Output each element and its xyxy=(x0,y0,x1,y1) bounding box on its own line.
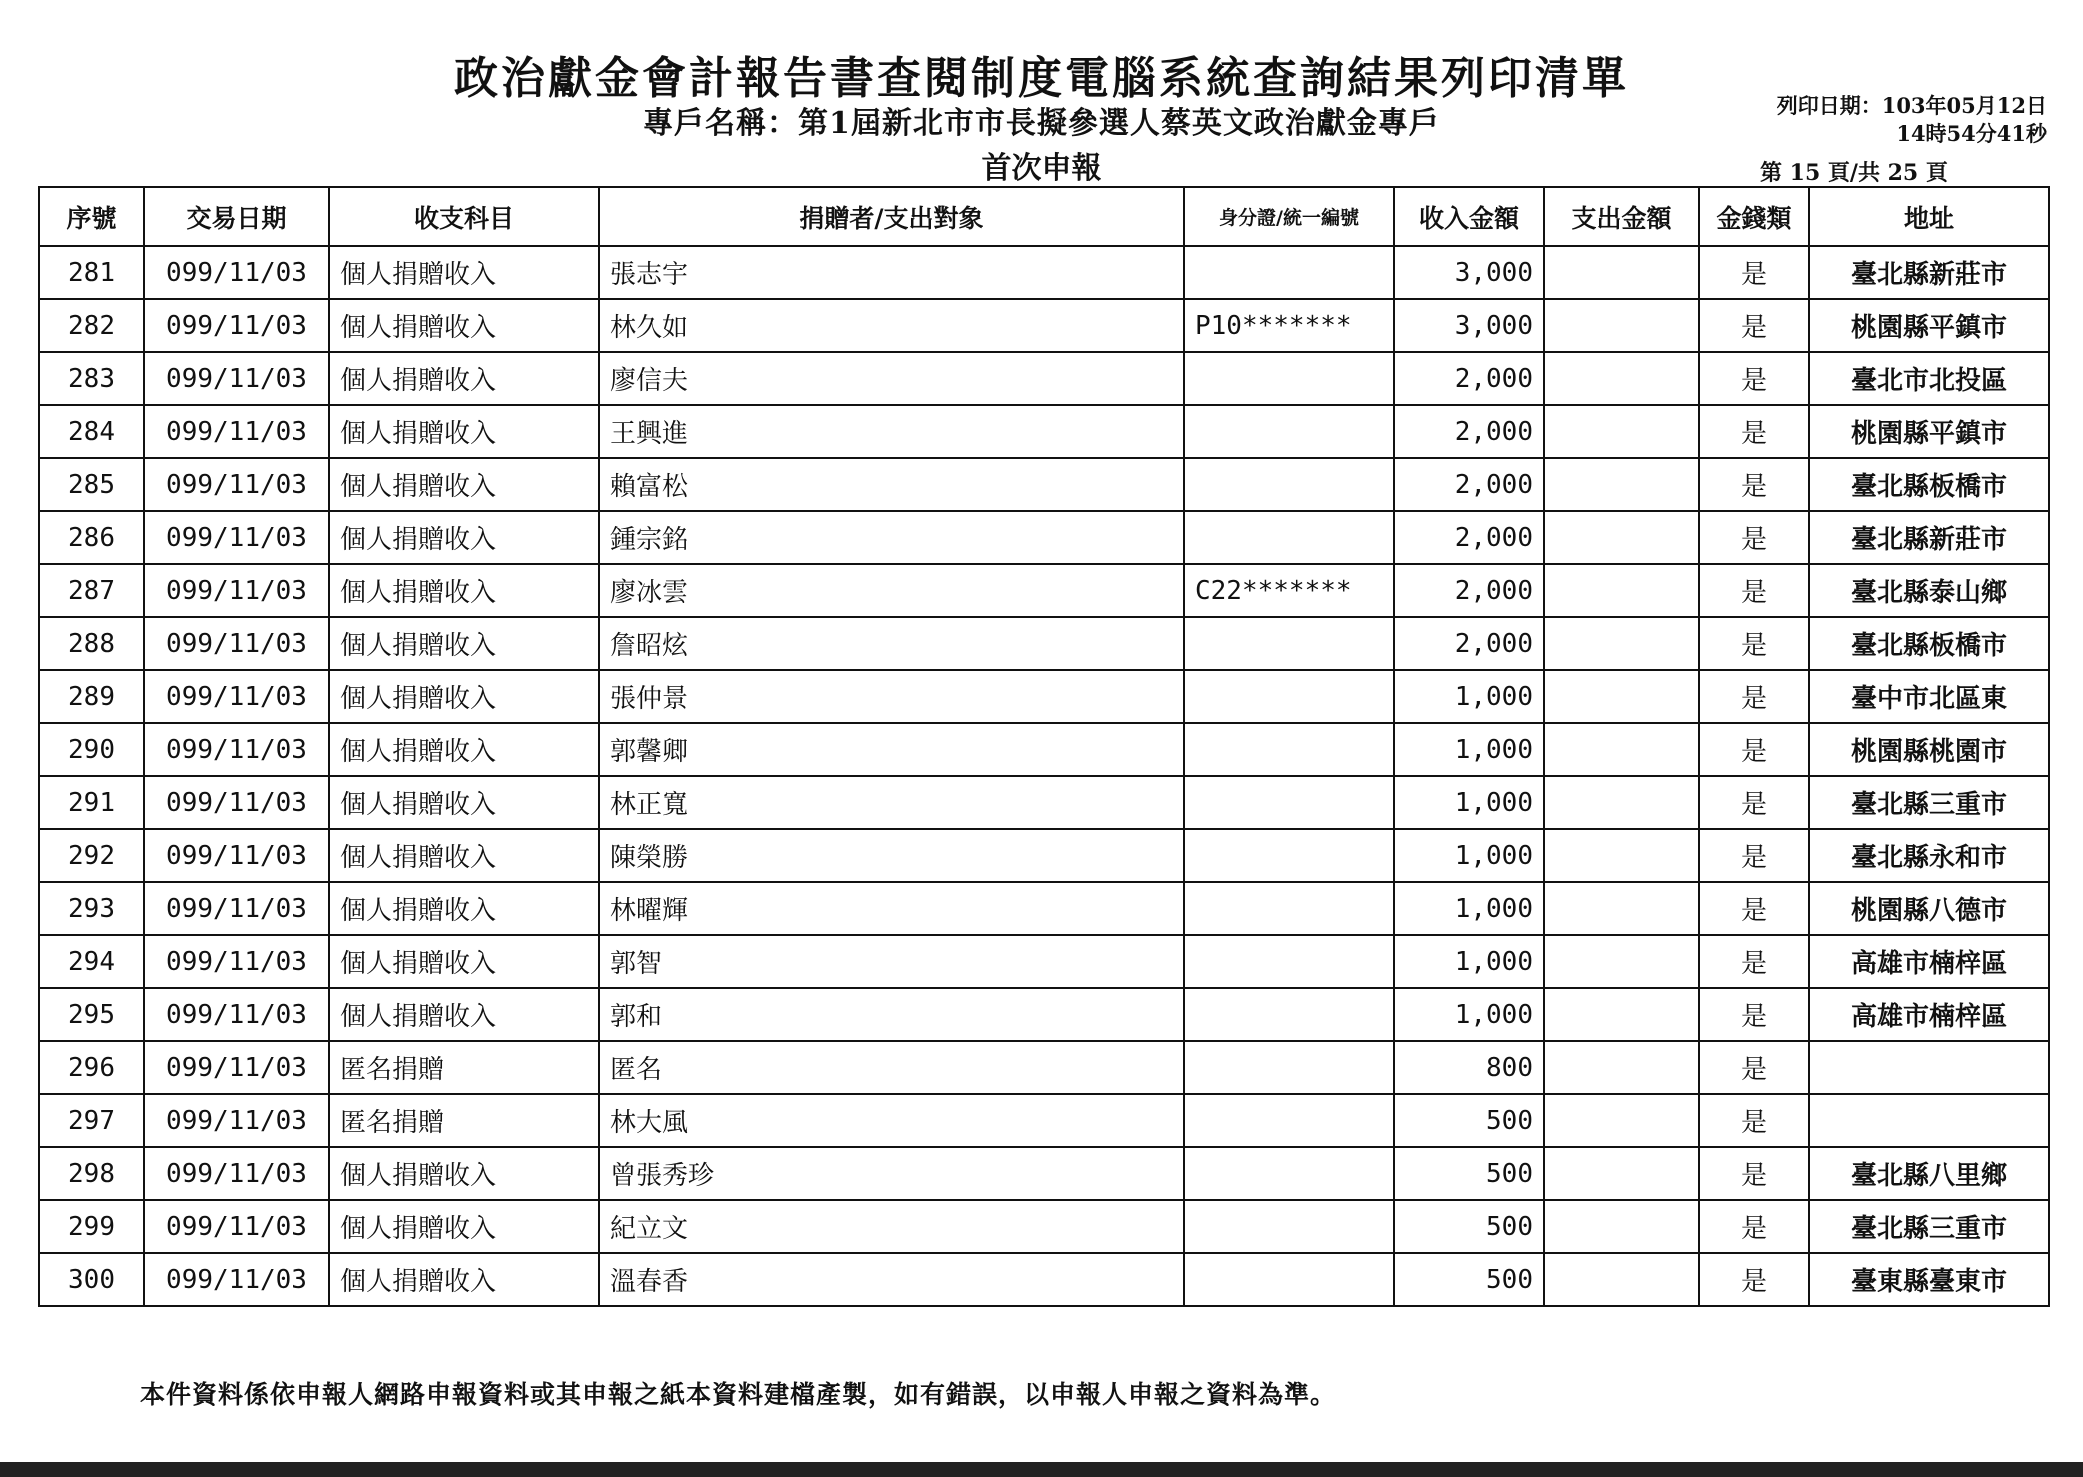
cell-money-type: 是 xyxy=(1699,829,1809,882)
cell-money-type: 是 xyxy=(1699,1094,1809,1147)
cell-expense xyxy=(1544,988,1699,1041)
cell-address: 臺北縣板橋市 xyxy=(1809,458,2049,511)
cell-date: 099/11/03 xyxy=(144,882,329,935)
table-row xyxy=(39,405,2049,458)
table-header-row xyxy=(39,187,2049,246)
cell-donor: 張仲景 xyxy=(599,670,1184,723)
table-row xyxy=(39,352,2049,405)
cell-subject: 個人捐贈收入 xyxy=(329,1200,599,1253)
cell-date: 099/11/03 xyxy=(144,405,329,458)
cell-money-type: 是 xyxy=(1699,988,1809,1041)
cell-date: 099/11/03 xyxy=(144,246,329,299)
table-row xyxy=(39,299,2049,352)
cell-address xyxy=(1809,1094,2049,1147)
cell-income: 2,000 xyxy=(1394,405,1544,458)
cell-income: 2,000 xyxy=(1394,617,1544,670)
cell-expense xyxy=(1544,299,1699,352)
cell-address: 臺北縣三重市 xyxy=(1809,776,2049,829)
cell-id xyxy=(1184,1041,1394,1094)
cell-subject: 個人捐贈收入 xyxy=(329,1147,599,1200)
cell-expense xyxy=(1544,1041,1699,1094)
cell-income: 3,000 xyxy=(1394,246,1544,299)
cell-id xyxy=(1184,1094,1394,1147)
cell-id: P10******* xyxy=(1184,299,1394,352)
cell-income: 2,000 xyxy=(1394,511,1544,564)
report-type: 首次申報 xyxy=(981,151,1102,186)
col-header-donor: 捐贈者/支出對象 xyxy=(599,187,1184,246)
cell-seq: 285 xyxy=(39,458,144,511)
print-date-line2: 14時54分41秒 xyxy=(1896,121,2047,146)
cell-seq: 290 xyxy=(39,723,144,776)
cell-subject: 個人捐贈收入 xyxy=(329,246,599,299)
cell-expense xyxy=(1544,776,1699,829)
cell-seq: 281 xyxy=(39,246,144,299)
cell-expense xyxy=(1544,723,1699,776)
cell-subject: 個人捐贈收入 xyxy=(329,405,599,458)
cell-expense xyxy=(1544,1094,1699,1147)
cell-seq: 291 xyxy=(39,776,144,829)
cell-date: 099/11/03 xyxy=(144,829,329,882)
cell-donor: 賴富松 xyxy=(599,458,1184,511)
cell-address: 桃園縣平鎮市 xyxy=(1809,299,2049,352)
cell-seq: 283 xyxy=(39,352,144,405)
cell-date: 099/11/03 xyxy=(144,776,329,829)
cell-donor: 匿名 xyxy=(599,1041,1184,1094)
cell-id xyxy=(1184,723,1394,776)
cell-id: C22******* xyxy=(1184,564,1394,617)
cell-date: 099/11/03 xyxy=(144,511,329,564)
cell-address: 臺北縣新莊市 xyxy=(1809,246,2049,299)
cell-date: 099/11/03 xyxy=(144,988,329,1041)
cell-id xyxy=(1184,458,1394,511)
cell-seq: 282 xyxy=(39,299,144,352)
cell-donor: 郭智 xyxy=(599,935,1184,988)
cell-id xyxy=(1184,1147,1394,1200)
cell-subject: 個人捐贈收入 xyxy=(329,352,599,405)
cell-money-type: 是 xyxy=(1699,352,1809,405)
col-header-subject: 收支科目 xyxy=(329,187,599,246)
cell-income: 800 xyxy=(1394,1041,1544,1094)
cell-seq: 298 xyxy=(39,1147,144,1200)
table-row xyxy=(39,564,2049,617)
cell-address: 臺北縣泰山鄉 xyxy=(1809,564,2049,617)
cell-money-type: 是 xyxy=(1699,511,1809,564)
cell-seq: 300 xyxy=(39,1253,144,1306)
cell-expense xyxy=(1544,1253,1699,1306)
cell-income: 1,000 xyxy=(1394,935,1544,988)
cell-subject: 個人捐贈收入 xyxy=(329,511,599,564)
footer-note: 本件資料係依申報人網路申報資料或其申報之紙本資料建檔產製，如有錯誤，以申報人申報之資料為準。 xyxy=(140,1380,1337,1409)
col-header-expense: 支出金額 xyxy=(1544,187,1699,246)
cell-id xyxy=(1184,511,1394,564)
cell-money-type: 是 xyxy=(1699,723,1809,776)
cell-income: 3,000 xyxy=(1394,299,1544,352)
table-row xyxy=(39,1253,2049,1306)
table-row xyxy=(39,246,2049,299)
table-row xyxy=(39,511,2049,564)
cell-seq: 295 xyxy=(39,988,144,1041)
cell-subject: 個人捐贈收入 xyxy=(329,882,599,935)
cell-money-type: 是 xyxy=(1699,617,1809,670)
scan-edge xyxy=(0,1462,2083,1477)
cell-date: 099/11/03 xyxy=(144,617,329,670)
cell-date: 099/11/03 xyxy=(144,723,329,776)
table-row xyxy=(39,988,2049,1041)
cell-donor: 林大風 xyxy=(599,1094,1184,1147)
cell-subject: 個人捐贈收入 xyxy=(329,564,599,617)
cell-date: 099/11/03 xyxy=(144,1253,329,1306)
cell-expense xyxy=(1544,405,1699,458)
cell-donor: 廖信夫 xyxy=(599,352,1184,405)
cell-donor: 張志宇 xyxy=(599,246,1184,299)
cell-id xyxy=(1184,617,1394,670)
cell-address: 臺中市北區東 xyxy=(1809,670,2049,723)
cell-seq: 296 xyxy=(39,1041,144,1094)
table-row xyxy=(39,1200,2049,1253)
cell-id xyxy=(1184,829,1394,882)
col-header-seq: 序號 xyxy=(39,187,144,246)
cell-income: 1,000 xyxy=(1394,723,1544,776)
cell-income: 2,000 xyxy=(1394,352,1544,405)
cell-id xyxy=(1184,405,1394,458)
col-header-income: 收入金額 xyxy=(1394,187,1544,246)
page-info: 第 15 頁/共 25 頁 xyxy=(1760,160,1948,186)
cell-money-type: 是 xyxy=(1699,1200,1809,1253)
cell-money-type: 是 xyxy=(1699,670,1809,723)
cell-date: 099/11/03 xyxy=(144,299,329,352)
cell-donor: 廖冰雲 xyxy=(599,564,1184,617)
table-row xyxy=(39,935,2049,988)
col-header-date: 交易日期 xyxy=(144,187,329,246)
cell-income: 1,000 xyxy=(1394,670,1544,723)
cell-subject: 個人捐贈收入 xyxy=(329,670,599,723)
cell-seq: 289 xyxy=(39,670,144,723)
table-row xyxy=(39,1094,2049,1147)
cell-income: 1,000 xyxy=(1394,988,1544,1041)
cell-seq: 286 xyxy=(39,511,144,564)
cell-expense xyxy=(1544,829,1699,882)
cell-income: 1,000 xyxy=(1394,776,1544,829)
table-row xyxy=(39,723,2049,776)
cell-id xyxy=(1184,1200,1394,1253)
cell-date: 099/11/03 xyxy=(144,1094,329,1147)
cell-subject: 個人捐贈收入 xyxy=(329,299,599,352)
cell-address: 桃園縣平鎮市 xyxy=(1809,405,2049,458)
cell-expense xyxy=(1544,617,1699,670)
table-row xyxy=(39,882,2049,935)
donation-table xyxy=(38,186,2050,1307)
cell-id xyxy=(1184,935,1394,988)
cell-money-type: 是 xyxy=(1699,776,1809,829)
cell-subject: 個人捐贈收入 xyxy=(329,829,599,882)
cell-seq: 297 xyxy=(39,1094,144,1147)
cell-income: 500 xyxy=(1394,1147,1544,1200)
cell-address: 臺北縣永和市 xyxy=(1809,829,2049,882)
cell-subject: 個人捐贈收入 xyxy=(329,935,599,988)
cell-donor: 鍾宗銘 xyxy=(599,511,1184,564)
cell-date: 099/11/03 xyxy=(144,1147,329,1200)
cell-seq: 287 xyxy=(39,564,144,617)
cell-subject: 個人捐贈收入 xyxy=(329,458,599,511)
cell-address: 桃園縣八德市 xyxy=(1809,882,2049,935)
cell-address: 高雄市楠梓區 xyxy=(1809,988,2049,1041)
cell-subject: 匿名捐贈 xyxy=(329,1041,599,1094)
cell-address: 臺北縣八里鄉 xyxy=(1809,1147,2049,1200)
cell-subject: 個人捐贈收入 xyxy=(329,988,599,1041)
col-header-address: 地址 xyxy=(1809,187,2049,246)
cell-money-type: 是 xyxy=(1699,564,1809,617)
cell-expense xyxy=(1544,1200,1699,1253)
document-title: 政治獻金會計報告書查閱制度電腦系統查詢結果列印清單 xyxy=(454,53,1629,104)
cell-date: 099/11/03 xyxy=(144,458,329,511)
cell-expense xyxy=(1544,511,1699,564)
table-body xyxy=(39,246,2049,1306)
cell-donor: 林曜輝 xyxy=(599,882,1184,935)
cell-income: 2,000 xyxy=(1394,458,1544,511)
cell-money-type: 是 xyxy=(1699,882,1809,935)
cell-donor: 詹昭炫 xyxy=(599,617,1184,670)
table-row xyxy=(39,670,2049,723)
cell-money-type: 是 xyxy=(1699,299,1809,352)
cell-date: 099/11/03 xyxy=(144,1041,329,1094)
table-row xyxy=(39,829,2049,882)
cell-date: 099/11/03 xyxy=(144,670,329,723)
cell-address: 高雄市楠梓區 xyxy=(1809,935,2049,988)
cell-id xyxy=(1184,776,1394,829)
cell-money-type: 是 xyxy=(1699,405,1809,458)
cell-seq: 292 xyxy=(39,829,144,882)
cell-date: 099/11/03 xyxy=(144,935,329,988)
cell-id xyxy=(1184,882,1394,935)
table-row xyxy=(39,1041,2049,1094)
cell-donor: 郭馨卿 xyxy=(599,723,1184,776)
cell-expense xyxy=(1544,1147,1699,1200)
cell-donor: 溫春香 xyxy=(599,1253,1184,1306)
cell-income: 500 xyxy=(1394,1200,1544,1253)
cell-expense xyxy=(1544,564,1699,617)
cell-address xyxy=(1809,1041,2049,1094)
cell-donor: 紀立文 xyxy=(599,1200,1184,1253)
cell-expense xyxy=(1544,352,1699,405)
cell-donor: 郭和 xyxy=(599,988,1184,1041)
cell-money-type: 是 xyxy=(1699,1253,1809,1306)
cell-date: 099/11/03 xyxy=(144,564,329,617)
cell-subject: 個人捐贈收入 xyxy=(329,1253,599,1306)
cell-seq: 293 xyxy=(39,882,144,935)
table-row xyxy=(39,776,2049,829)
account-name: 專戶名稱：第1屆新北市市長擬參選人蔡英文政治獻金專戶 xyxy=(643,106,1440,141)
cell-id xyxy=(1184,1253,1394,1306)
cell-donor: 曾張秀珍 xyxy=(599,1147,1184,1200)
cell-subject: 個人捐贈收入 xyxy=(329,617,599,670)
cell-id xyxy=(1184,246,1394,299)
cell-donor: 林正寬 xyxy=(599,776,1184,829)
cell-income: 500 xyxy=(1394,1094,1544,1147)
cell-money-type: 是 xyxy=(1699,1041,1809,1094)
cell-id xyxy=(1184,670,1394,723)
cell-income: 2,000 xyxy=(1394,564,1544,617)
cell-expense xyxy=(1544,935,1699,988)
cell-seq: 294 xyxy=(39,935,144,988)
col-header-id: 身分證/統一編號 xyxy=(1184,187,1394,246)
cell-money-type: 是 xyxy=(1699,935,1809,988)
cell-money-type: 是 xyxy=(1699,1147,1809,1200)
cell-date: 099/11/03 xyxy=(144,1200,329,1253)
cell-expense xyxy=(1544,882,1699,935)
cell-income: 1,000 xyxy=(1394,829,1544,882)
cell-donor: 陳榮勝 xyxy=(599,829,1184,882)
col-header-money-type: 金錢類 xyxy=(1699,187,1809,246)
cell-income: 500 xyxy=(1394,1253,1544,1306)
cell-subject: 匿名捐贈 xyxy=(329,1094,599,1147)
print-date-line1: 列印日期：103年05月12日 xyxy=(1776,93,2047,118)
cell-subject: 個人捐贈收入 xyxy=(329,776,599,829)
cell-address: 臺北縣板橋市 xyxy=(1809,617,2049,670)
cell-expense xyxy=(1544,670,1699,723)
cell-id xyxy=(1184,988,1394,1041)
table-row xyxy=(39,1147,2049,1200)
cell-seq: 288 xyxy=(39,617,144,670)
cell-address: 桃園縣桃園市 xyxy=(1809,723,2049,776)
cell-donor: 王興進 xyxy=(599,405,1184,458)
cell-id xyxy=(1184,352,1394,405)
cell-date: 099/11/03 xyxy=(144,352,329,405)
cell-expense xyxy=(1544,458,1699,511)
cell-subject: 個人捐贈收入 xyxy=(329,723,599,776)
cell-money-type: 是 xyxy=(1699,246,1809,299)
cell-income: 1,000 xyxy=(1394,882,1544,935)
table-row xyxy=(39,458,2049,511)
cell-expense xyxy=(1544,246,1699,299)
cell-seq: 284 xyxy=(39,405,144,458)
cell-donor: 林久如 xyxy=(599,299,1184,352)
cell-address: 臺北縣新莊市 xyxy=(1809,511,2049,564)
cell-address: 臺北市北投區 xyxy=(1809,352,2049,405)
cell-address: 臺東縣臺東市 xyxy=(1809,1253,2049,1306)
print-date xyxy=(1727,92,2047,148)
cell-money-type: 是 xyxy=(1699,458,1809,511)
cell-address: 臺北縣三重市 xyxy=(1809,1200,2049,1253)
cell-seq: 299 xyxy=(39,1200,144,1253)
table-row xyxy=(39,617,2049,670)
